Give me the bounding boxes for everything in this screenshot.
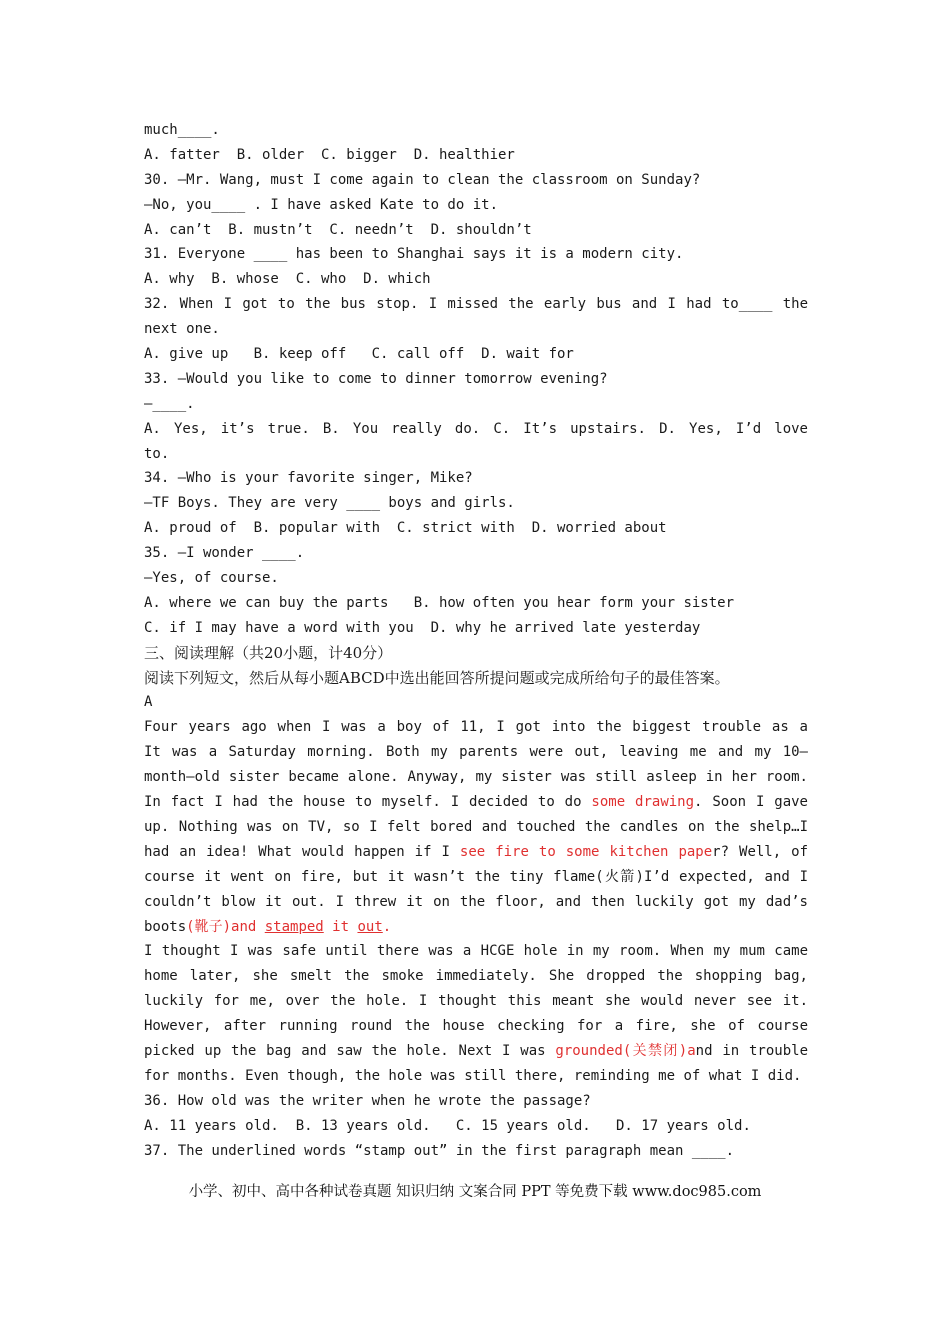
page-footer: 小学、初中、高中各种试卷真题 知识归纳 文案合同 PPT 等免费下载 www.doc985.com <box>188 1184 762 1200</box>
line-text: C. if I may have a word with you D. why he arrived late yesterday <box>144 619 701 636</box>
document-body <box>144 118 808 1163</box>
line-text: picked up the bag and saw the hole. Next I was <box>144 1042 556 1059</box>
line-text: A. where we can buy the parts B. how often you hear form your sister <box>144 594 735 611</box>
line-text: . Soon I gave <box>694 794 808 811</box>
text-line <box>144 168 808 193</box>
text-line <box>144 815 808 840</box>
text-line <box>144 417 808 442</box>
line-text: 31. Everyone ____ has been to Shanghai says it is a modern city. <box>144 246 684 263</box>
text-line <box>144 740 808 765</box>
line-text: A. fatter B. older C. bigger D. healthier <box>144 146 515 163</box>
line-text: luckily for me, over the hole. I thought this meant she would never see it. <box>144 993 808 1010</box>
highlighted-text: grounded(关禁闭)a <box>555 1042 696 1059</box>
text-line <box>144 989 808 1014</box>
line-text: much____. <box>144 122 220 138</box>
highlighted-text: see fire to some kitchen pape <box>459 843 713 860</box>
line-text: —No, you____ . I have asked Kate to do it. <box>144 196 499 213</box>
highlighted-text: some drawing <box>591 794 695 811</box>
text-line <box>144 715 808 740</box>
line-text: 33. —Would you like to come to dinner tomorrow evening? <box>144 370 608 387</box>
text-line <box>144 392 808 417</box>
text-line <box>144 591 808 616</box>
line-text: home later, she smelt the smoke immediately. She dropped the shopping bag, <box>144 968 808 985</box>
text-line <box>144 690 808 715</box>
line-text: A. why B. whose C. who D. which <box>144 271 431 288</box>
line-text: A <box>144 694 153 711</box>
text-line <box>144 641 808 666</box>
line-text: course it went on fire, but it wasn’t the tiny flame(火箭)I’d expected, and I <box>144 868 808 885</box>
line-text: A. give up B. keep off C. call off D. wait for <box>144 346 574 363</box>
line-text: r? Well, of <box>712 843 808 860</box>
text-line <box>144 193 808 218</box>
line-text: —____. <box>144 395 195 412</box>
highlighted-text: out <box>357 918 383 935</box>
text-line <box>144 367 808 392</box>
line-text: A. 11 years old. B. 13 years old. C. 15 years old. D. 17 years old. <box>144 1117 751 1134</box>
text-line <box>144 765 808 790</box>
line-text: 32. When I got to the bus stop. I missed the early bus and I had to____ the <box>144 296 808 313</box>
text-line <box>144 541 808 566</box>
text-line <box>144 267 808 292</box>
text-line <box>144 342 808 367</box>
text-line <box>144 143 808 168</box>
text-line <box>144 1014 808 1039</box>
text-line <box>144 442 808 467</box>
text-line <box>144 1139 808 1164</box>
highlighted-text: stamped <box>264 918 324 935</box>
text-line <box>144 118 808 143</box>
text-line <box>144 242 808 267</box>
text-line <box>144 566 808 591</box>
line-text: month—old sister became alone. Anyway, my sister was still asleep in her room. <box>144 769 808 786</box>
text-line <box>144 939 808 964</box>
text-line <box>144 840 808 865</box>
line-text: 三、阅读理解（共20小题，计40分） <box>144 643 393 662</box>
line-text: to. <box>144 445 170 462</box>
text-line <box>144 491 808 516</box>
line-text: had an idea! What would happen if I <box>144 843 460 860</box>
line-text: It was a Saturday morning. Both my parents were out, leaving me and my 10— <box>144 744 808 761</box>
text-line <box>144 1089 808 1114</box>
line-text: for months. Even though, the hole was still there, reminding me of what I did. <box>144 1067 802 1084</box>
text-line <box>144 317 808 342</box>
line-text: I thought I was safe until there was a HCGE hole in my room. When my mum came <box>144 943 808 960</box>
line-text: 阅读下列短文，然后从每小题ABCD中选出能回答所提问题或完成所给句子的最佳答案。 <box>144 668 730 687</box>
text-line <box>144 915 808 940</box>
line-text: boots <box>144 918 187 935</box>
line-text: 34. —Who is your favorite singer, Mike? <box>144 470 473 487</box>
line-text: However, after running round the house checking for a fire, she of course <box>144 1018 808 1035</box>
line-text: couldn’t blow it out. I threw it on the floor, and then luckily got my dad’s <box>144 893 808 910</box>
line-text: Four years ago when I was a boy of 11, I got into the biggest trouble as a <box>144 719 808 736</box>
line-text: 35. —I wonder ____. <box>144 545 305 562</box>
text-line <box>144 1064 808 1089</box>
line-text: —Yes, of course. <box>144 570 279 587</box>
text-line <box>144 516 808 541</box>
text-line <box>144 466 808 491</box>
text-line <box>144 1114 808 1139</box>
text-line <box>144 1039 808 1064</box>
text-line <box>144 218 808 243</box>
line-text: up. Nothing was on TV, so I felt bored and touched the candles on the shelp…I <box>144 818 808 835</box>
text-line <box>144 890 808 915</box>
line-text: 30. —Mr. Wang, must I come again to clean the classroom on Sunday? <box>144 171 701 188</box>
text-line <box>144 666 808 691</box>
text-line <box>144 790 808 815</box>
line-text: 36. How old was the writer when he wrote the passage? <box>144 1092 591 1109</box>
highlighted-text: . <box>382 918 392 935</box>
line-text: next one. <box>144 321 220 338</box>
line-text: —TF Boys. They are very ____ boys and girls. <box>144 495 515 512</box>
line-text: A. Yes, it’s true. B. You really do. C. It’s upstairs. D. Yes, I’d love <box>144 420 808 437</box>
highlighted-text: (靴子)and <box>186 918 265 935</box>
line-text: 37. The underlined words “stamp out” in the first paragraph mean ____. <box>144 1142 735 1159</box>
text-line <box>144 964 808 989</box>
text-line <box>144 865 808 890</box>
line-text: A. can’t B. mustn’t C. needn’t D. shouldn’t <box>144 221 532 238</box>
line-text: nd in trouble <box>695 1042 808 1059</box>
highlighted-text: it <box>323 918 358 935</box>
line-text: A. proud of B. popular with C. strict with D. worried about <box>144 520 667 537</box>
text-line <box>144 292 808 317</box>
line-text: In fact I had the house to myself. I decided to do <box>144 794 592 811</box>
text-line <box>144 616 808 641</box>
